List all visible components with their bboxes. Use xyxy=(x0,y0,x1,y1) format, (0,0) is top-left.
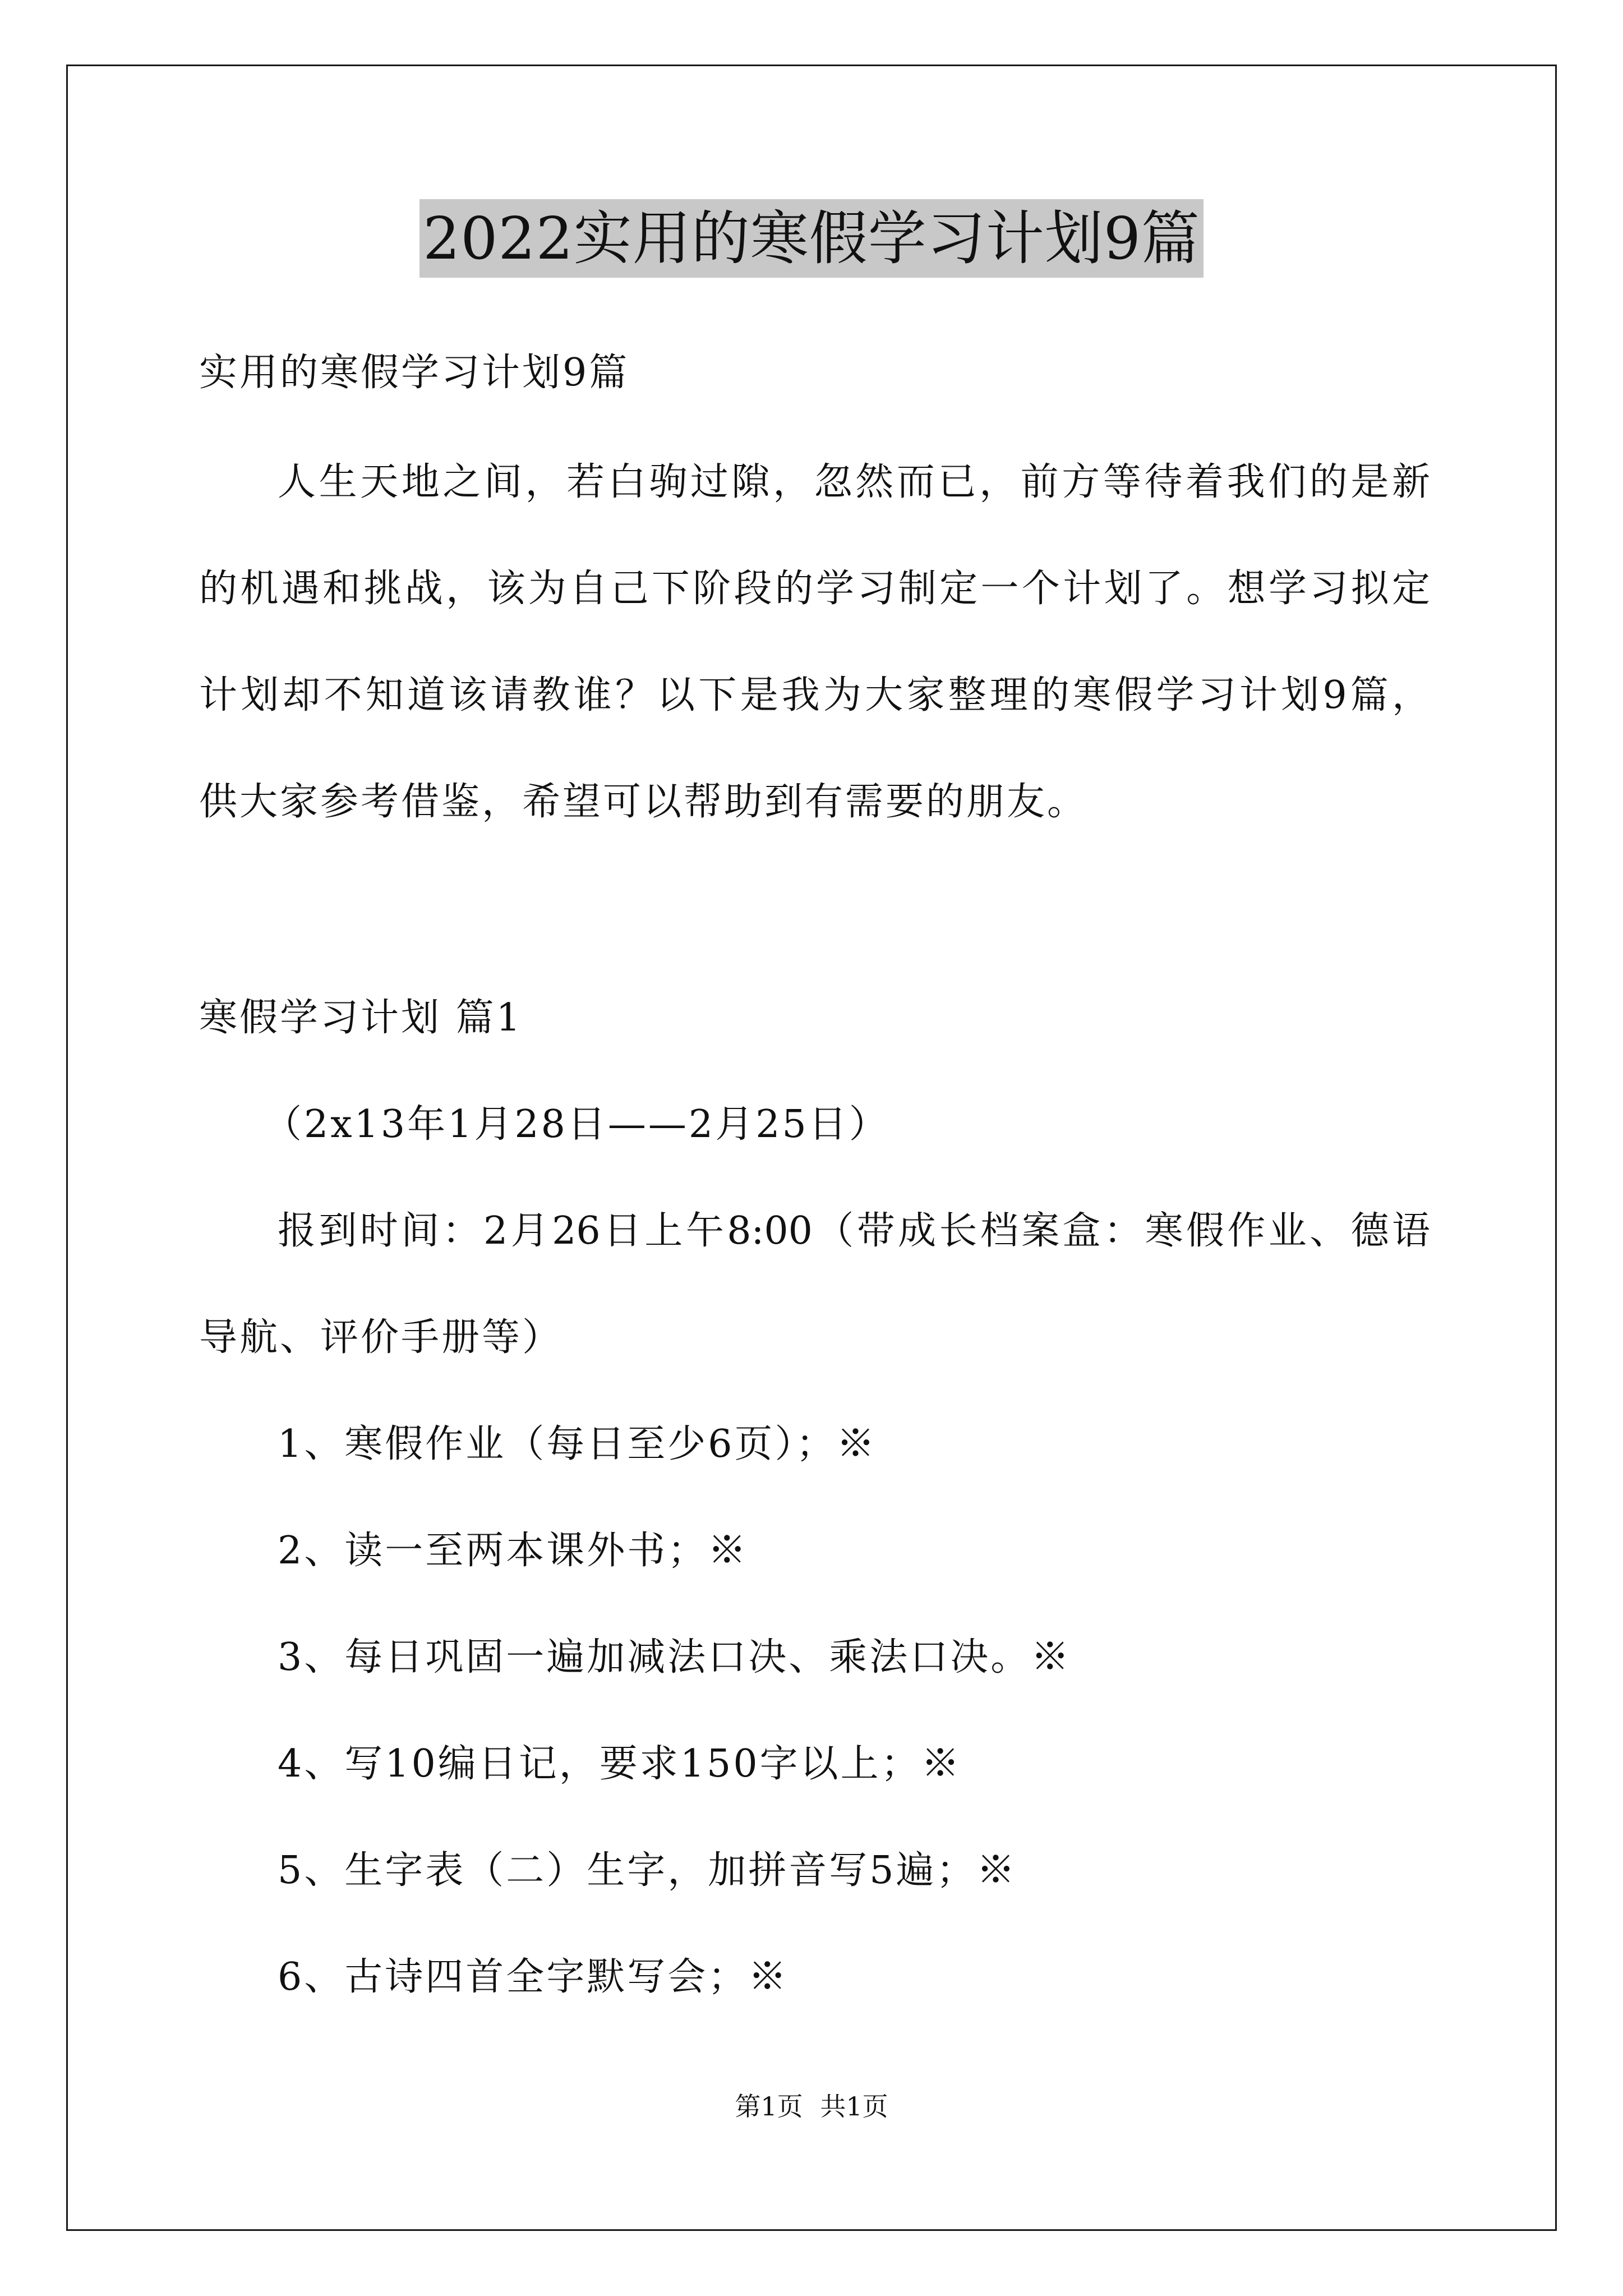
intro-line-2: 的机遇和挑战，该为自己下阶段的学习制定一个计划了。想学习拟定 xyxy=(199,567,1430,611)
page-number: 第1页 xyxy=(735,2091,803,2122)
date-range: （2x13年1月28日——2月25日） xyxy=(264,1102,889,1147)
section-heading: 寒假学习计划 篇1 xyxy=(199,996,523,1040)
intro-line-4: 供大家参考借鉴，希望可以帮助到有需要的朋友。 xyxy=(199,780,1088,824)
title-container xyxy=(0,199,1623,278)
task-item-4: 4、写10编日记，要求150字以上；※ xyxy=(278,1742,962,1786)
page-total: 共1页 xyxy=(820,2091,888,2122)
document-title: 2022实用的寒假学习计划9篇 xyxy=(419,199,1204,278)
task-item-1: 1、寒假作业（每日至少6页）；※ xyxy=(278,1422,877,1466)
task-item-3: 3、每日巩固一遍加减法口决、乘法口决。※ xyxy=(278,1635,1072,1680)
report-line-1: 报到时间：2月26日上午8:00（带成长档案盒：寒假作业、德语 xyxy=(278,1209,1430,1253)
document-subtitle: 实用的寒假学习计划9篇 xyxy=(199,351,630,395)
task-item-6: 6、古诗四首全字默写会；※ xyxy=(278,1955,789,1999)
task-item-2: 2、读一至两本课外书；※ xyxy=(278,1529,749,1573)
intro-line-1: 人生天地之间，若白驹过隙，忽然而已，前方等待着我们的是新 xyxy=(278,460,1430,504)
task-item-5: 5、生字表（二）生字，加拼音写5遍；※ xyxy=(278,1848,1017,1893)
page-footer xyxy=(0,2090,1623,2123)
intro-line-3: 计划却不知道该请教谁？以下是我为大家整理的寒假学习计划9篇， xyxy=(199,673,1430,717)
report-line-2: 导航、评价手册等） xyxy=(199,1315,563,1360)
